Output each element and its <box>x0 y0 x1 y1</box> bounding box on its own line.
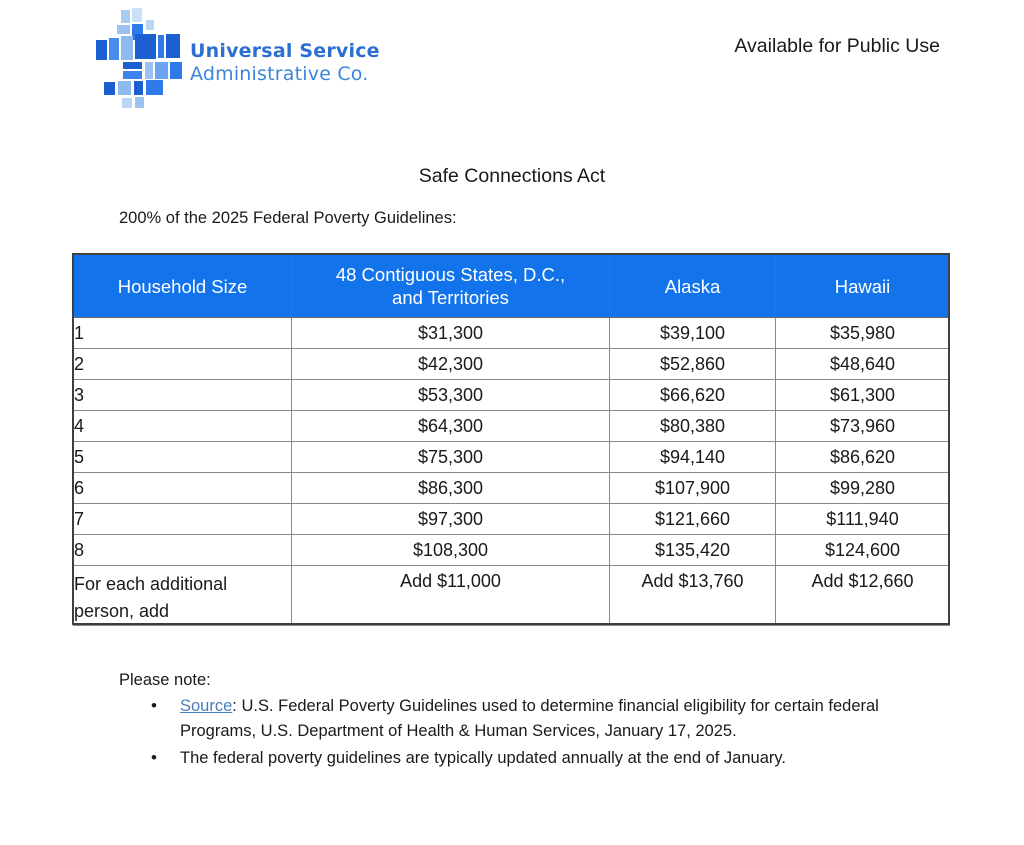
page-header <box>0 0 1024 125</box>
table-row <box>74 380 950 411</box>
usac-wordmark-line2: Administrative Co. <box>190 63 369 85</box>
table-row <box>74 504 950 535</box>
cell-additional-contiguous: Add $11,000 <box>292 566 610 626</box>
list-item: • The federal poverty guidelines are typically updated annually at the end of January. <box>151 746 919 771</box>
cell-alaska: $107,900 <box>610 473 776 504</box>
cell-alaska: $52,860 <box>610 349 776 380</box>
usac-wordmark-line1: Universal Service <box>190 40 380 62</box>
table-row-additional-person <box>74 566 950 626</box>
cell-alaska: $66,620 <box>610 380 776 411</box>
cell-hawaii: $99,280 <box>776 473 950 504</box>
column-header-contiguous-line2: and Territories <box>392 287 509 308</box>
cell-hawaii: $73,960 <box>776 411 950 442</box>
cell-contiguous: $86,300 <box>292 473 610 504</box>
cell-household-size: 2 <box>74 349 292 380</box>
column-header-hawaii: Hawaii <box>776 255 950 318</box>
cell-additional-person-line1: For each additional <box>74 574 228 594</box>
cell-additional-alaska: Add $13,760 <box>610 566 776 626</box>
cell-household-size: 1 <box>74 318 292 349</box>
table-body <box>74 318 950 626</box>
cell-hawaii: $111,940 <box>776 504 950 535</box>
cell-household-size: 8 <box>74 535 292 566</box>
cell-alaska: $94,140 <box>610 442 776 473</box>
table-row <box>74 411 950 442</box>
cell-hawaii: $124,600 <box>776 535 950 566</box>
cell-contiguous: $53,300 <box>292 380 610 411</box>
notes-heading: Please note: <box>119 671 211 689</box>
cell-household-size: 5 <box>74 442 292 473</box>
table-header <box>74 255 950 318</box>
source-link[interactable]: Source <box>180 697 233 715</box>
notes-list <box>119 694 919 771</box>
cell-hawaii: $86,620 <box>776 442 950 473</box>
cell-hawaii: $61,300 <box>776 380 950 411</box>
cell-alaska: $39,100 <box>610 318 776 349</box>
notes-section <box>119 668 919 773</box>
table-row <box>74 442 950 473</box>
cell-alaska: $121,660 <box>610 504 776 535</box>
usac-wordmark <box>190 40 400 86</box>
cell-hawaii: $48,640 <box>776 349 950 380</box>
availability-label: Available for Public Use <box>734 35 940 57</box>
cell-household-size: 4 <box>74 411 292 442</box>
column-header-contiguous-states <box>292 255 610 318</box>
cell-contiguous: $42,300 <box>292 349 610 380</box>
cell-additional-hawaii: Add $12,660 <box>776 566 950 626</box>
cell-household-size: 3 <box>74 380 292 411</box>
page-title: Safe Connections Act <box>418 165 606 187</box>
cell-hawaii: $35,980 <box>776 318 950 349</box>
cell-contiguous: $108,300 <box>292 535 610 566</box>
cell-contiguous: $97,300 <box>292 504 610 535</box>
cell-contiguous: $64,300 <box>292 411 610 442</box>
page-subtitle: 200% of the 2025 Federal Poverty Guidelines: <box>119 209 457 227</box>
table-row <box>74 349 950 380</box>
table-row <box>74 535 950 566</box>
table-row <box>74 318 950 349</box>
table-header-row <box>74 255 950 318</box>
cell-alaska: $135,420 <box>610 535 776 566</box>
cell-additional-person-line2: person, add <box>74 601 170 621</box>
cell-alaska: $80,380 <box>610 411 776 442</box>
note-source-text: : U.S. Federal Poverty Guidelines used to determine financial eligibility for certain federal Programs, U.S. Department of Health & Human Services, January 17, 2025. <box>180 697 879 740</box>
column-header-household-size: Household Size <box>74 255 292 318</box>
cell-contiguous: $75,300 <box>292 442 610 473</box>
list-item <box>151 694 919 744</box>
cell-additional-person-label <box>74 566 292 626</box>
federal-poverty-guidelines-table <box>73 254 950 626</box>
cell-household-size: 7 <box>74 504 292 535</box>
column-header-alaska: Alaska <box>610 255 776 318</box>
column-header-contiguous-line1: 48 Contiguous States, D.C., <box>335 264 566 285</box>
cell-contiguous: $31,300 <box>292 318 610 349</box>
usac-logo <box>92 8 402 113</box>
cell-household-size: 6 <box>74 473 292 504</box>
usac-logo-mark-icon <box>92 8 188 108</box>
table-row <box>74 473 950 504</box>
